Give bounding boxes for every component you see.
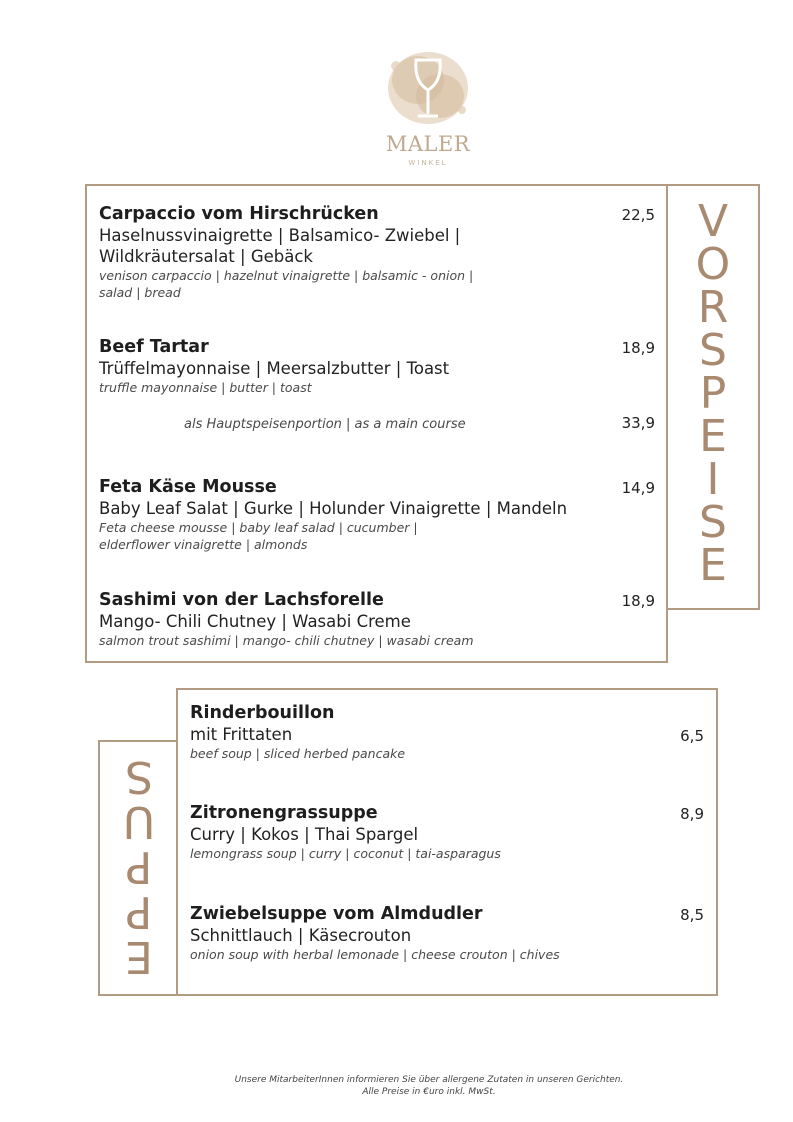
vorspeise-heading-tab: V O R S P E I S E (666, 184, 760, 610)
item-translation: venison carpaccio | hazelnut vinaigrette | balsamic - onion | (99, 268, 474, 283)
main-course-price: 33,9 (621, 414, 655, 432)
item-description: Haselnussvinaigrette | Balsamico- Zwiebel | (99, 226, 461, 245)
item-price: 14,9 (621, 479, 655, 497)
item-name: Rinderbouillon (190, 703, 335, 723)
item-description: Curry | Kokos | Thai Spargel (190, 825, 419, 844)
item-description: Wildkräutersalat | Gebäck (99, 247, 313, 266)
menu-item-sashimi (99, 590, 474, 649)
item-translation: salad | bread (99, 285, 181, 300)
logo-subtitle: WINKEL (408, 159, 448, 167)
menu-item-zwiebelsuppe (190, 904, 560, 963)
item-translation: onion soup with herbal lemonade | cheese crouton | chives (190, 947, 560, 962)
item-price: 18,9 (621, 339, 655, 357)
item-description: Schnittlauch | Käsecrouton (190, 926, 412, 945)
menu-item-rinderbouillon (190, 703, 405, 762)
item-translation: beef soup | sliced herbed pancake (190, 746, 406, 761)
item-description: Baby Leaf Salat | Gurke | Holunder Vinaigrette | Mandeln (99, 499, 568, 518)
item-description: Trüffelmayonnaise | Meersalzbutter | Toast (99, 359, 450, 378)
item-name: Zwiebelsuppe vom Almdudler (190, 904, 483, 924)
item-price: 8,9 (680, 805, 704, 823)
item-price: 8,5 (680, 906, 704, 924)
logo-name: MALER (385, 132, 471, 156)
item-price: 6,5 (680, 727, 704, 745)
item-name: Zitronengrassuppe (190, 803, 378, 823)
item-translation: truffle mayonnaise | butter | toast (99, 380, 312, 395)
item-translation: elderflower vinaigrette | almonds (99, 537, 308, 552)
wine-glass-icon (382, 46, 474, 131)
item-translation: salmon trout sashimi | mango- chili chutney | wasabi cream (99, 633, 474, 648)
item-price: 18,9 (621, 592, 655, 610)
item-name: Feta Käse Mousse (99, 477, 277, 497)
item-name: Sashimi von der Lachsforelle (99, 590, 384, 610)
suppe-heading-tab: S U P P E (98, 740, 180, 996)
item-name: Beef Tartar (99, 337, 209, 357)
item-price: 22,5 (621, 206, 655, 224)
item-translation: Feta cheese mousse | baby leaf salad | cucumber | (99, 520, 418, 535)
menu-item-feta-mousse (99, 477, 567, 553)
logo (378, 44, 478, 174)
item-description: mit Frittaten (190, 725, 293, 744)
price-note: Alle Preise in €uro inkl. MwSt. (362, 1087, 496, 1097)
menu-item-beef-tartar (99, 337, 449, 396)
menu-item-carpaccio (99, 204, 473, 301)
item-description: Mango- Chili Chutney | Wasabi Creme (99, 612, 411, 631)
main-course-option: als Hauptspeisenportion | as a main course (184, 417, 466, 432)
item-translation: lemongrass soup | curry | coconut | tai-asparagus (190, 846, 501, 861)
menu-item-zitronengrassuppe (190, 803, 501, 862)
item-name: Carpaccio vom Hirschrücken (99, 204, 379, 224)
allergen-note: Unsere MitarbeiterInnen informieren Sie über allergene Zutaten in unseren Gerichten. (234, 1075, 624, 1085)
